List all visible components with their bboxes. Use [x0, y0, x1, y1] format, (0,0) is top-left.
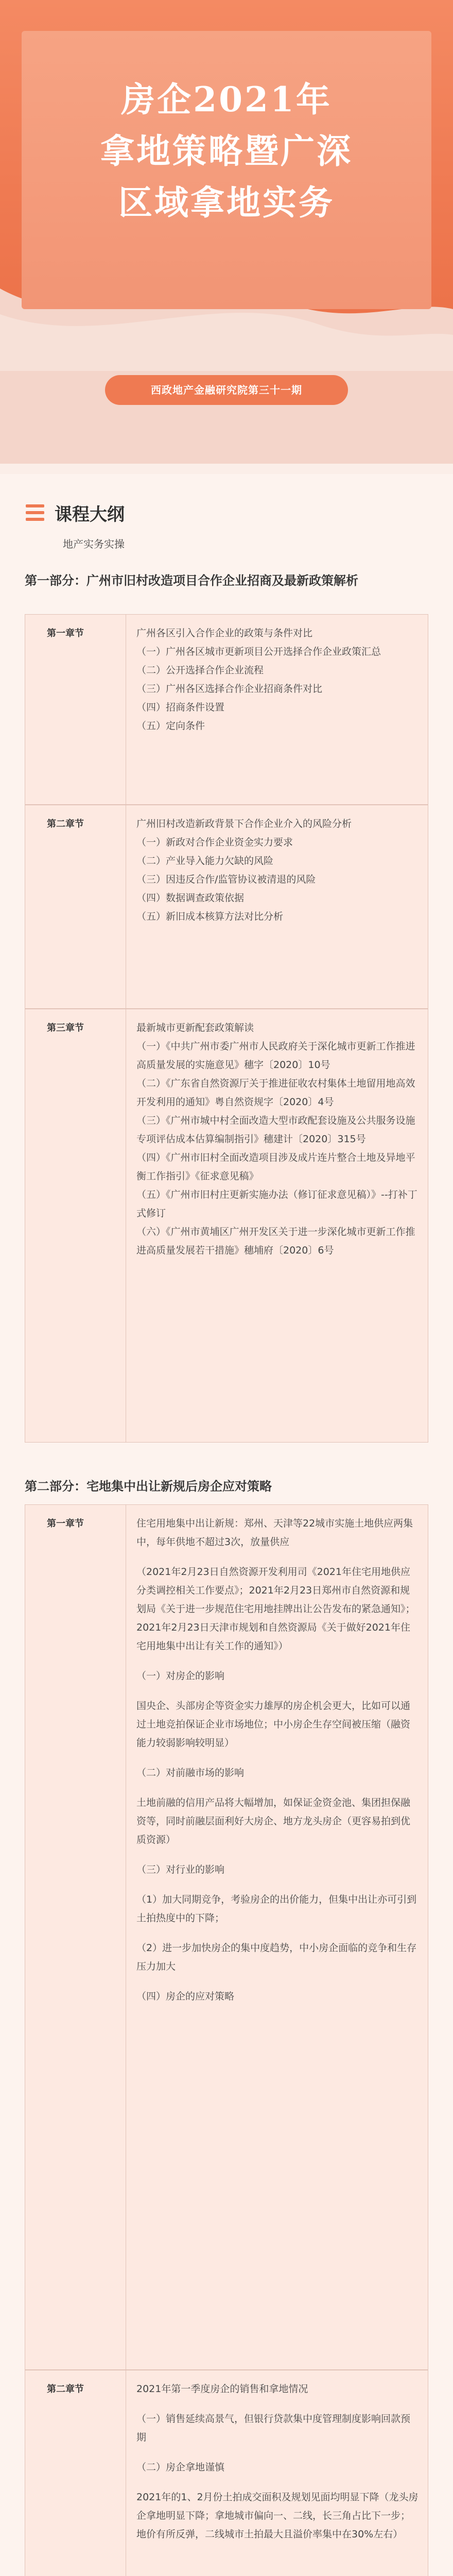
chapter-paragraph: （1）加大同期竞争，考验房企的出价能力，但集中出让亦可引到土拍热度中的下降；: [136, 1894, 417, 1924]
chapter-body: [126, 1009, 428, 1442]
chapter-line: （四）招商条件设置: [136, 702, 225, 713]
hero-title-line-3: 区域拿地实务: [118, 182, 335, 223]
chapter-label: 第一章节: [25, 615, 126, 804]
chapter-line: （二）产业导入能力欠缺的风险: [136, 855, 274, 867]
chapter-line: （六）《广州市黄埔区广州开发区关于进一步深化城市更新工作推进高质量发展若干措施》穗埔府〔2020〕6号: [136, 1226, 415, 1256]
chapter-label: 第二章节: [25, 805, 126, 1008]
hero-issue-pill: 西政地产金融研究院第三十一期: [105, 375, 348, 405]
part-1-chapter-2: [25, 805, 428, 1009]
chapter-line: （五）《广州市旧村庄更新实施办法（修订征求意见稿）》--打补丁式修订: [136, 1189, 417, 1219]
outline-header: [25, 500, 125, 526]
chapter-label: 第二章节: [25, 2370, 126, 2576]
chapter-body: [126, 615, 428, 804]
chapter-line: （一）广州各区城市更新项目公开选择合作企业政策汇总: [136, 646, 381, 657]
chapter-line: （五）新旧成本核算方法对比分析: [136, 911, 284, 922]
chapter-line: （一）《中共广州市委广州市人民政府关于深化城市更新工作推进高质量发展的实施意见》穗字〔2020〕10号: [136, 1041, 415, 1071]
hero-banner: [0, 0, 453, 464]
part-1-chapter-1: [25, 614, 428, 805]
chapter-line: （五）定向条件: [136, 720, 205, 732]
chapter-paragraph: 土地前融的信用产品将大幅增加，如保证金资金池、集团担保融资等，同时前融层面利好大房企、地方龙头房企（更容易拍到优质资源）: [136, 1797, 411, 1845]
chapter-line: （二）《广东省自然资源厅关于推进征收农村集体土地留用地高效开发利用的通知》粤自然资规字〔2020〕4号: [136, 1078, 415, 1108]
chapter-line: （四）数据调查政策依据: [136, 892, 245, 904]
part-2-title: 第二部分：宅地集中出让新规后房企应对策略: [25, 1479, 272, 1494]
outline-subtitle: 地产实务实操: [63, 538, 125, 550]
chapter-paragraph: （二）对前融市场的影响: [136, 1767, 245, 1778]
chapter-paragraph: （一）对房企的影响: [136, 1670, 225, 1682]
list-icon: [25, 502, 45, 523]
outline-title: 课程大纲: [55, 504, 125, 525]
part-2-chapter-2: [25, 2370, 428, 2576]
chapter-paragraph: （二）房企拿地谨慎: [136, 2462, 225, 2473]
chapter-body: [126, 2370, 428, 2576]
hero-title-line-2: 拿地策略暨广深: [100, 131, 353, 171]
chapter-paragraph: （2021年2月23日自然资源开发利用司《2021年住宅用地供应分类调控相关工作要点》；2021年2月23日郑州市自然资源和规划局《关于进一步规范住宅用地挂牌出让公告发布的紧急通知》；2021年2月23日天津市规划和自然资源局《关于做好2021年住宅用地集中出让有关工作的通知》）: [136, 1566, 415, 1652]
chapter-line: （二）公开选择合作企业流程: [136, 665, 264, 676]
chapter-line: 最新城市更新配套政策解读: [136, 1022, 254, 1033]
chapter-paragraph: 住宅用地集中出让新规：郑州、天津等22城市实施土地供应两集中，每年供地不超过3次，放量供应: [136, 1518, 413, 1548]
chapter-paragraph: 国央企、头部房企等资金实力雄厚的房企机会更大，比如可以通过土地竞拍保证企业市场地位；中小房企生存空间被压缩（融资能力较弱影响较明显）: [136, 1700, 411, 1749]
part-1-chapter-3: [25, 1009, 428, 1443]
chapter-body: [126, 805, 428, 1008]
chapter-line: （一）新政对合作企业资金实力要求: [136, 837, 293, 848]
chapter-paragraph: （一）销售延续高景气，但银行贷款集中度管理制度影响回款预期: [136, 2413, 411, 2443]
chapter-paragraph: （2）进一步加快房企的集中度趋势，中小房企面临的竞争和生存压力加大: [136, 1942, 417, 1972]
chapter-paragraph: （四）房企的应对策略: [136, 1991, 235, 2002]
chapter-label: 第三章节: [25, 1009, 126, 1442]
chapter-line: （三）广州各区选择合作企业招商条件对比: [136, 683, 323, 694]
chapter-label: 第一章节: [25, 1505, 126, 2369]
chapter-line: 广州旧村改造新政背景下合作企业介入的风险分析: [136, 818, 352, 829]
part-2-chapter-1: [25, 1504, 428, 2370]
chapter-paragraph: （三）对行业的影响: [136, 1864, 225, 1875]
chapter-body: [126, 1505, 428, 2369]
chapter-line: （三）《广州市城中村全面改造大型市政配套设施及公共服务设施专项评估成本估算编制指引》穗建计〔2020〕315号: [136, 1115, 415, 1145]
hero-title-line-1: 房企2021年: [121, 79, 332, 120]
chapter-line: 广州各区引入合作企业的政策与条件对比: [136, 628, 313, 639]
chapter-paragraph: 2021年第一季度房企的销售和拿地情况: [136, 2383, 308, 2395]
chapter-line: （三）因违反合作/监管协议被清退的风险: [136, 874, 316, 885]
chapter-paragraph: 2021年的1、2月份土拍成交面积及规划见面均明显下降（龙头房企拿地明显下降；拿地城市偏向一、二线，长三角占比下一步；地价有所反弹，二线城市土拍最大且溢价率集中在30%左右）: [136, 2492, 419, 2540]
chapter-line: （四）《广州市旧村全面改造项目涉及成片连片整合土地及异地平衡工作指引》《征求意见稿》: [136, 1152, 415, 1182]
part-1-title: 第一部分：广州市旧村改造项目合作企业招商及最新政策解析: [25, 573, 358, 588]
